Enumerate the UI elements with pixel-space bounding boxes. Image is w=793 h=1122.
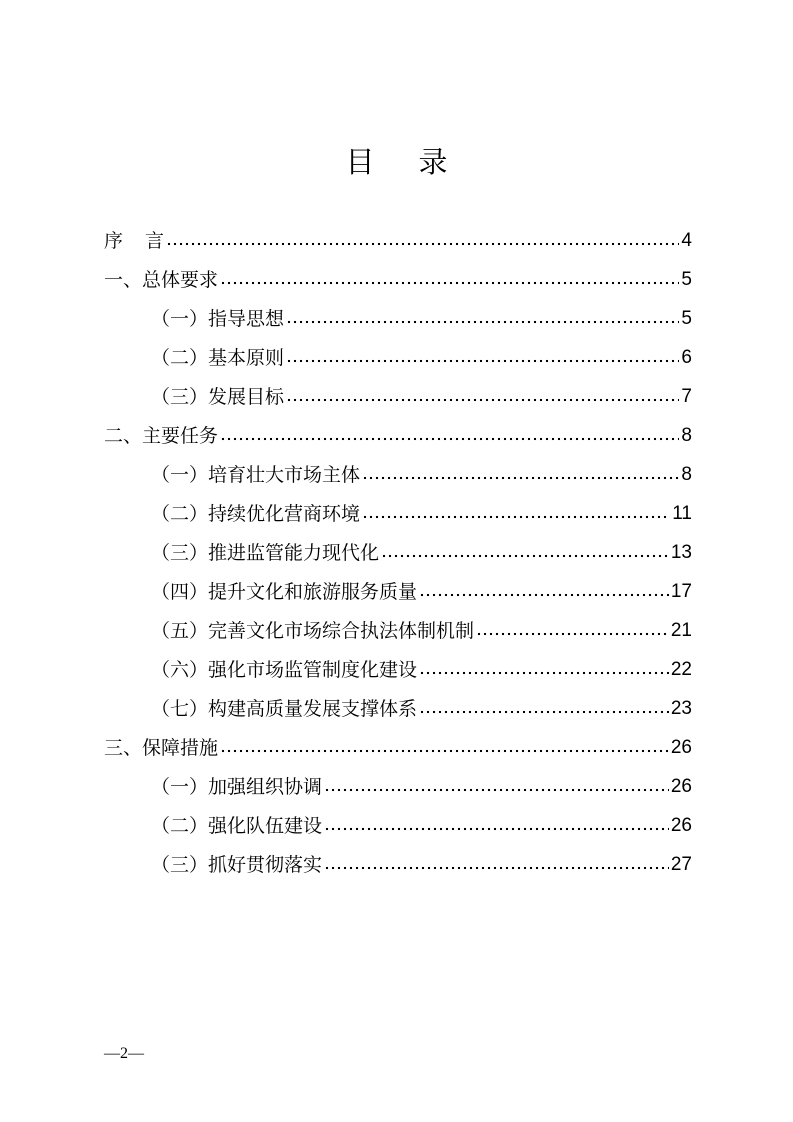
toc-entry-subsection[interactable]	[151, 341, 692, 375]
toc-dot-leader	[220, 731, 669, 765]
toc-entry-subsection[interactable]	[151, 302, 692, 336]
toc-entry-subsection[interactable]	[151, 575, 692, 609]
toc-entry-page: 26	[670, 815, 692, 836]
toc-entry-label: （三）推进监管能力现代化	[151, 542, 380, 564]
toc-entry-label: （一）培育壮大市场主体	[151, 464, 361, 486]
toc-entry-subsection[interactable]	[151, 614, 692, 648]
toc-entry-label: 一、总体要求	[104, 269, 219, 291]
toc-entry-label: 序 言	[104, 230, 165, 252]
toc-entry-label: （三）发展目标	[151, 386, 285, 408]
toc-dot-leader	[324, 809, 669, 843]
toc-entry-section-3[interactable]	[104, 731, 692, 765]
toc-entry-page: 21	[670, 620, 692, 641]
toc-dot-leader	[362, 458, 679, 492]
toc-entry-subsection[interactable]	[151, 380, 692, 414]
toc-entry-preface[interactable]	[104, 224, 692, 258]
toc-entry-page: 4	[681, 230, 692, 251]
toc-entry-page: 27	[670, 854, 692, 875]
toc-entry-label: 三、保障措施	[104, 737, 219, 759]
toc-dot-leader	[286, 302, 679, 336]
toc-entry-label: （二）强化队伍建设	[151, 815, 323, 837]
footer-page-number: —2—	[104, 1045, 144, 1062]
toc-entry-page: 23	[670, 698, 692, 719]
toc-dot-leader	[419, 653, 669, 687]
toc-entry-page: 7	[681, 386, 692, 407]
toc-dot-leader	[166, 224, 679, 258]
toc-entry-subsection[interactable]	[151, 848, 692, 882]
toc-dot-leader	[476, 614, 669, 648]
toc-entry-label: （二）持续优化营商环境	[151, 503, 361, 525]
toc-entry-page: 8	[681, 464, 692, 485]
toc-dot-leader	[286, 341, 679, 375]
toc-entry-page: 8	[681, 425, 692, 446]
toc-dot-leader	[419, 692, 669, 726]
toc-dot-leader	[381, 536, 669, 570]
toc-entry-label: （四）提升文化和旅游服务质量	[151, 581, 418, 603]
toc-entry-subsection[interactable]	[151, 653, 692, 687]
toc-entry-label: （七）构建高质量发展支撑体系	[151, 698, 418, 720]
toc-entry-label: （三）抓好贯彻落实	[151, 854, 323, 876]
toc-entry-page: 11	[672, 503, 692, 524]
toc-entry-subsection[interactable]	[151, 497, 692, 531]
toc-dot-leader	[220, 263, 679, 297]
toc-entry-page: 26	[670, 776, 692, 797]
toc-dot-leader	[362, 497, 670, 531]
toc-entry-page: 5	[681, 308, 692, 329]
toc-entry-subsection[interactable]	[151, 692, 692, 726]
toc-entry-page: 5	[681, 269, 692, 290]
toc-entry-page: 22	[670, 659, 692, 680]
toc-dot-leader	[324, 770, 669, 804]
page-title-char-2: 录	[418, 145, 448, 179]
toc-entry-page: 13	[670, 542, 692, 563]
toc-entry-subsection[interactable]	[151, 770, 692, 804]
toc-entry-label: （一）加强组织协调	[151, 776, 323, 798]
toc-entry-page: 17	[670, 581, 692, 602]
toc-entry-page: 26	[670, 737, 692, 758]
toc-entry-subsection[interactable]	[151, 458, 692, 492]
toc-dot-leader	[419, 575, 669, 609]
toc-dot-leader	[324, 848, 669, 882]
toc-dot-leader	[286, 380, 679, 414]
toc-entry-label: （六）强化市场监管制度化建设	[151, 659, 418, 681]
toc-entry-label: （一）指导思想	[151, 308, 285, 330]
toc-dot-leader	[220, 419, 679, 453]
toc-entry-label: 二、主要任务	[104, 425, 219, 447]
toc-entry-subsection[interactable]	[151, 536, 692, 570]
toc-entry-section-1[interactable]	[104, 263, 692, 297]
toc-entry-section-2[interactable]	[104, 419, 692, 453]
toc-entry-label: （五）完善文化市场综合执法体制机制	[151, 620, 475, 642]
toc-entry-label: （二）基本原则	[151, 347, 285, 369]
toc-entry-subsection[interactable]	[151, 809, 692, 843]
toc-entry-page: 6	[681, 347, 692, 368]
page-title-char-1: 目	[345, 145, 375, 179]
page-title	[0, 142, 793, 182]
